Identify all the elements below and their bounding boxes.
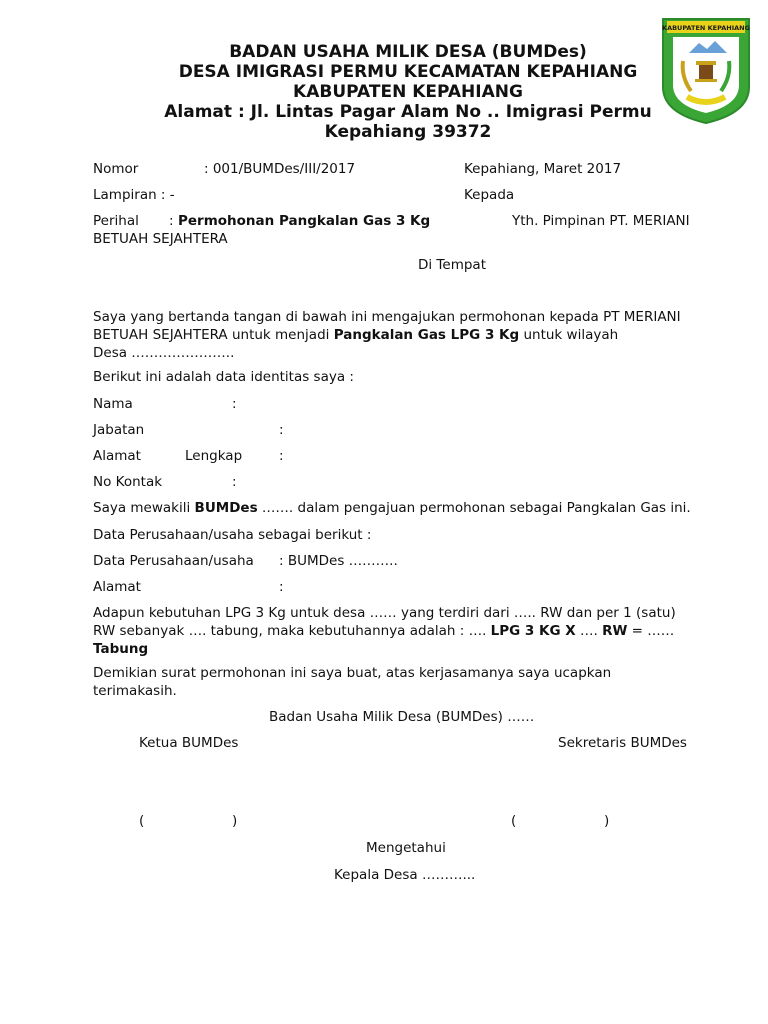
mengetahui: Mengetahui (366, 840, 446, 856)
need-line-1: Adapun kebutuhan LPG 3 Kg untuk desa …… yang terdiri dari ….. RW dan per 1 (satu) (93, 605, 676, 621)
letterhead-line-2: DESA IMIGRASI PERMU KECAMATAN KEPAHIANG (178, 62, 638, 82)
place-date: Kepahiang, Maret 2017 (464, 161, 622, 177)
nomor-value: : 001/BUMDes/III/2017 (204, 161, 356, 177)
company-label: Data Perusahaan/usaha (93, 553, 254, 569)
signature-right-open: ( (511, 813, 517, 829)
closing-line-2: terimakasih. (93, 683, 177, 699)
perihal-value: Permohonan Pangkalan Gas 3 Kg (178, 213, 431, 229)
field-jabatan-colon: : (279, 422, 284, 438)
need-line-2 (93, 622, 733, 640)
lampiran: Lampiran : - (93, 187, 175, 203)
signature-org: Badan Usaha Milik Desa (BUMDes) …… (269, 709, 535, 725)
mewakili-line (93, 499, 691, 517)
kepada: Kepada (464, 187, 515, 203)
field-jabatan-label: Jabatan (93, 422, 145, 438)
recipient-line-2: BETUAH SEJAHTERA (93, 231, 228, 247)
recipient-line-1: Yth. Pimpinan PT. MERIANI (512, 213, 690, 229)
signature-left-close: ) (232, 813, 238, 829)
kepala-desa: Kepala Desa ………... (334, 867, 476, 883)
field-alamat-label: Alamat (93, 448, 141, 464)
di-tempat: Di Tempat (418, 257, 486, 273)
mewakili-bold: BUMDes (194, 500, 258, 516)
company-alamat-label: Alamat (93, 579, 141, 595)
need-line-3: Tabung (93, 641, 149, 657)
field-alamat-colon: : (279, 448, 284, 464)
svg-text:KABUPATEN KEPAHIANG: KABUPATEN KEPAHIANG (662, 24, 750, 32)
closing-paragraph (93, 664, 733, 700)
identity-intro: Berikut ini adalah data identitas saya : (93, 369, 354, 385)
field-nama-label: Nama (93, 396, 133, 412)
closing-line-1: Demikian surat permohonan ini saya buat, atas kerjasamanya saya ucapkan (93, 665, 612, 681)
field-lengkap-label: Lengkap (185, 448, 243, 464)
company-alamat-colon: : (279, 579, 284, 595)
signature-right-title: Sekretaris BUMDes (558, 735, 687, 751)
perihal-colon: : (169, 213, 174, 229)
need-bold-rw: RW (602, 623, 628, 639)
field-nama-colon: : (232, 396, 237, 412)
intro-line-2 (93, 326, 733, 344)
letterhead-line-1: BADAN USAHA MILIK DESA (BUMDes) (229, 42, 587, 62)
need-text-c: …. (575, 623, 603, 639)
signature-left-open: ( (139, 813, 145, 829)
need-paragraph (93, 604, 733, 658)
nomor-label: Nomor (93, 161, 139, 177)
intro-text: BETUAH SEJAHTERA untuk menjadi (93, 327, 334, 343)
intro-bold-gas: Pangkalan Gas LPG 3 Kg (333, 327, 520, 343)
field-kontak-colon: : (232, 474, 237, 490)
need-text-e: = …… (627, 623, 675, 639)
perihal-label: Perihal (93, 213, 139, 229)
signature-right-close: ) (604, 813, 610, 829)
company-value: : BUMDes ……….. (279, 553, 398, 569)
need-text-a: RW sebanyak …. tabung, maka kebutuhannya adalah : …. (93, 623, 491, 639)
need-bold-lpg: LPG 3 KG X (490, 623, 576, 639)
intro-paragraph (93, 308, 733, 362)
mewakili-text: Saya mewakili (93, 500, 195, 516)
company-intro: Data Perusahaan/usaha sebagai berikut : (93, 527, 372, 543)
letterhead-line-3: KABUPATEN KEPAHIANG (293, 82, 523, 102)
mewakili-text-end: ……. dalam pengajuan permohonan sebagai Pangkalan Gas ini. (257, 500, 691, 516)
field-kontak-label: No Kontak (93, 474, 163, 490)
intro-line-3: Desa ………………….. (93, 345, 235, 361)
letterhead-address: Alamat : Jl. Lintas Pagar Alam No .. Imigrasi Permu (164, 102, 652, 122)
signature-left-title: Ketua BUMDes (139, 735, 239, 751)
intro-line-1: Saya yang bertanda tangan di bawah ini mengajukan permohonan kepada PT MERIANI (93, 309, 681, 325)
intro-text-end: untuk wilayah (519, 327, 619, 343)
letterhead-city: Kepahiang 39372 (324, 122, 492, 142)
